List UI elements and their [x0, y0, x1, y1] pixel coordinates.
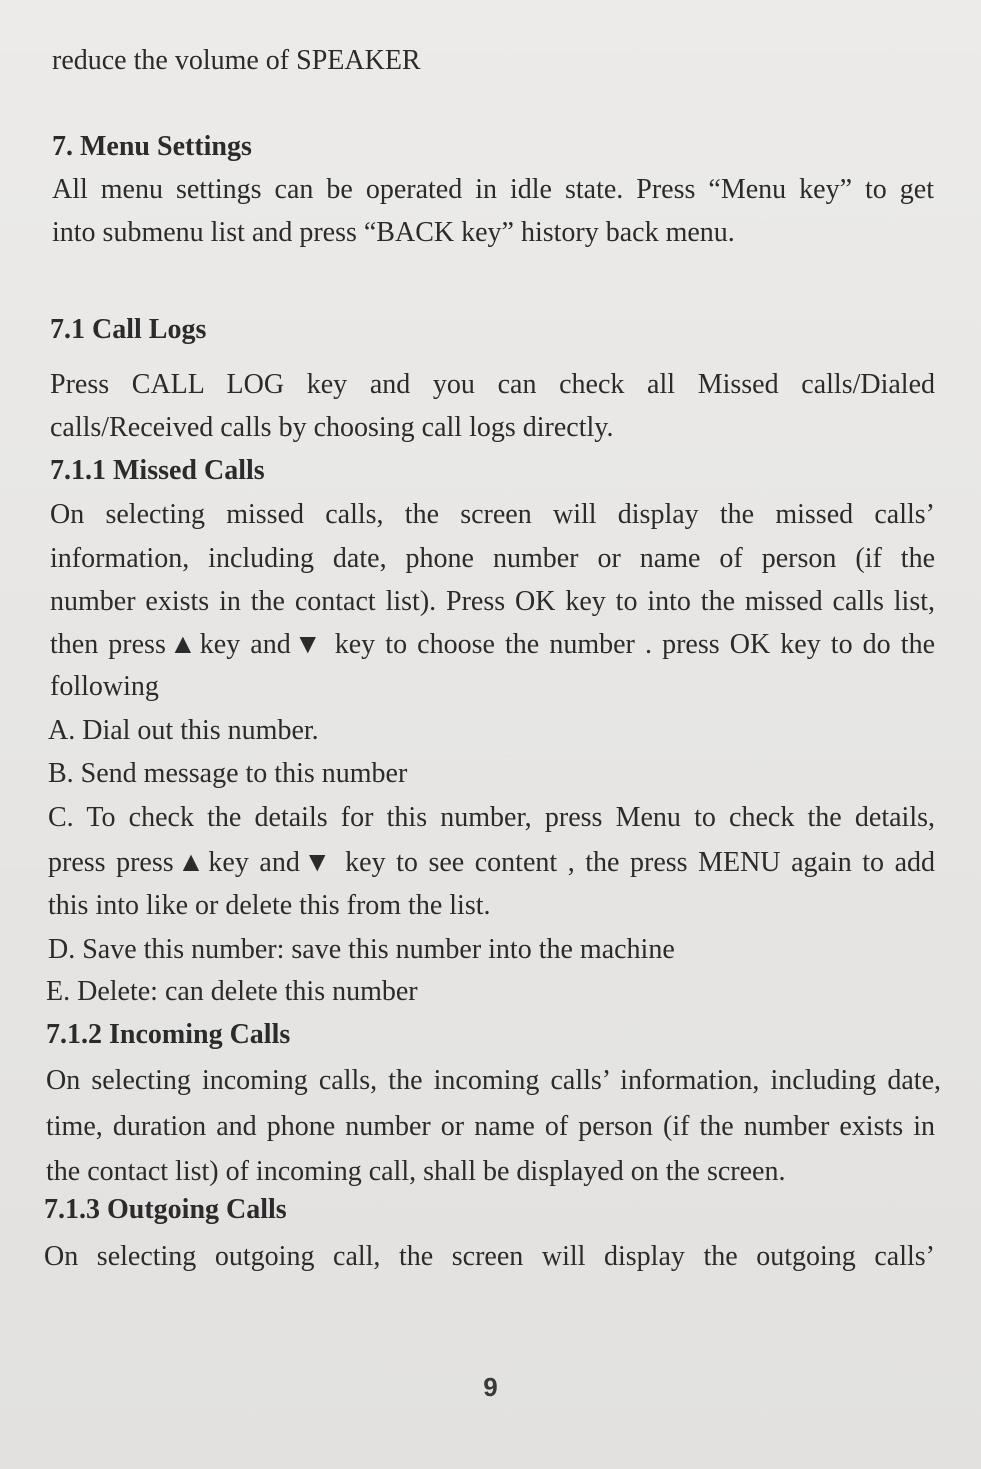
- section-7-1-2-heading: 7.1.2 Incoming Calls: [46, 1019, 291, 1050]
- intro-line: reduce the volume of SPEAKER: [52, 45, 421, 76]
- section-7-1-1-heading: 7.1.1 Missed Calls: [50, 455, 265, 486]
- section-7-1-3-heading: 7.1.3 Outgoing Calls: [44, 1194, 287, 1225]
- section-7-1-1-body-line-5: following: [50, 671, 159, 702]
- section-7-1-body-line-2: calls/Received calls by choosing call logs directly.: [50, 412, 614, 443]
- section-7-body-line-2: into submenu list and press “BACK key” history back menu.: [52, 217, 735, 248]
- page-number: 9: [483, 1372, 498, 1402]
- section-7-1-body-line-1: Press CALL LOG key and you can check all Missed calls/Dialed: [50, 369, 935, 400]
- section-7-1-1-body-line-4: then press▲key and▼ key to choose the number . press OK key to do the: [50, 629, 935, 660]
- section-7-heading: 7. Menu Settings: [52, 131, 252, 162]
- section-7-1-1-body-line-1: On selecting missed calls, the screen will display the missed calls’: [50, 499, 935, 530]
- section-7-1-2-body-line-2: time, duration and phone number or name of person (if the number exists in: [46, 1111, 935, 1142]
- section-7-body-line-1: All menu settings can be operated in idle state. Press “Menu key” to get: [52, 174, 934, 205]
- option-c-line-3: this into like or delete this from the list.: [48, 890, 491, 921]
- section-7-1-1-body-line-3: number exists in the contact list). Press OK key to into the missed calls list,: [50, 586, 935, 617]
- option-c-line-2: press press▲key and▼ key to see content , the press MENU again to add: [48, 847, 935, 878]
- option-c-line-1: C. To check the details for this number, press Menu to check the details,: [48, 802, 935, 833]
- section-7-1-3-body-line-1: On selecting outgoing call, the screen will display the outgoing calls’: [44, 1241, 935, 1272]
- option-e: E. Delete: can delete this number: [46, 976, 418, 1007]
- option-a: A. Dial out this number.: [48, 715, 319, 746]
- section-7-1-1-body-line-2: information, including date, phone number or name of person (if the: [50, 543, 935, 574]
- option-b: B. Send message to this number: [48, 758, 408, 789]
- section-7-1-heading: 7.1 Call Logs: [50, 314, 207, 345]
- section-7-1-2-body-line-1: On selecting incoming calls, the incoming calls’ information, including date,: [46, 1065, 941, 1096]
- option-d: D. Save this number: save this number into the machine: [48, 934, 675, 965]
- section-7-1-2-body-line-3: the contact list) of incoming call, shall be displayed on the screen.: [46, 1156, 786, 1187]
